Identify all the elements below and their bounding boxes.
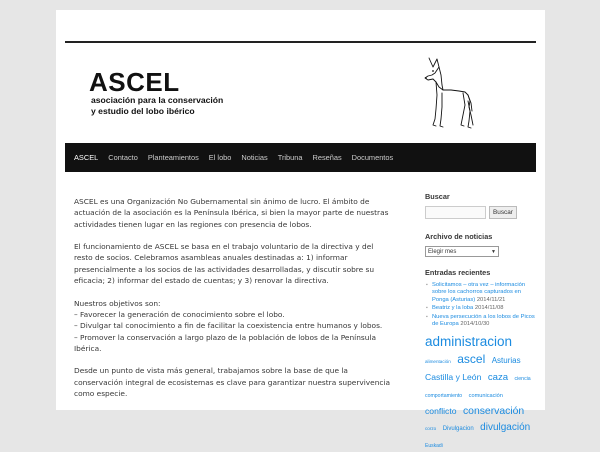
list-item xyxy=(425,282,535,304)
tag-link[interactable]: comportamiento xyxy=(425,392,463,399)
archive-widget-title: Archivo de noticias xyxy=(425,232,493,241)
recent-posts-list xyxy=(425,282,535,328)
nav-item-documentos[interactable]: Documentos xyxy=(351,153,394,162)
chevron-down-icon: ▼ xyxy=(491,248,496,255)
objectives-block xyxy=(74,298,392,354)
nav-item-ascel[interactable]: ASCEL xyxy=(74,153,99,162)
recent-post-date: 2014/10/30 xyxy=(460,321,490,328)
tag-link[interactable]: conservación xyxy=(462,405,525,417)
nav-item-tribuna[interactable]: Tribuna xyxy=(277,153,303,162)
archive-select[interactable] xyxy=(425,246,499,257)
site-description-line: asociación para la conservación xyxy=(91,95,224,105)
recent-post-link[interactable]: Nueva persecución a los lobos de Picos de Europa xyxy=(432,313,535,328)
site-description-line: y estudio del lobo ibérico xyxy=(91,106,195,116)
search-widget-title: Buscar xyxy=(425,192,450,201)
recent-post-date: 2014/11/21 xyxy=(476,296,506,303)
search-input[interactable] xyxy=(425,206,486,219)
tag-link[interactable]: Asturias xyxy=(491,356,521,366)
operation-paragraph: El funcionamiento de ASCEL se basa en el trabajo voluntario de la directiva y del resto de socios. Celebramos asambleas anuales destinadas a: 1) informar presencialmente a los socios de las actividades desarrolladas, y discutir sobre su eficacia; 2) informar del estado de cuentas; y 3) renovar la directiva. xyxy=(74,242,375,286)
tag-cloud xyxy=(425,334,535,452)
objective-item: – Promover la conservación a largo plazo de la población de lobos de la Península Ibérica. xyxy=(74,332,377,353)
tag-link[interactable]: Divulgacion xyxy=(442,426,474,433)
tag-link[interactable]: corzo xyxy=(425,426,437,432)
search-form xyxy=(425,206,535,219)
tag-link[interactable]: conflicto xyxy=(425,405,457,416)
tag-link[interactable]: administracion xyxy=(425,334,513,350)
nav-item-planteamientos[interactable]: Planteamientos xyxy=(147,153,199,162)
objective-item: – Divulgar tal conocimiento a fin de facilitar la coexistencia entre humanos y lobos. xyxy=(74,321,383,331)
objectives-title: Nuestros objetivos son: xyxy=(74,298,161,308)
recent-posts-title: Entradas recientes xyxy=(425,268,491,277)
search-button[interactable]: Buscar xyxy=(489,206,517,219)
wolf-logo-icon xyxy=(421,55,477,131)
tag-link[interactable]: comunicación xyxy=(468,392,503,399)
tag-link[interactable]: divulgación xyxy=(480,422,531,434)
tag-link[interactable]: ciencia xyxy=(514,376,531,383)
tag-link[interactable]: Euskadi xyxy=(425,443,443,450)
nav-item-el-lobo[interactable]: El lobo xyxy=(208,153,232,162)
tag-link[interactable]: caza xyxy=(487,372,509,384)
objective-item: – Favorecer la generación de conocimiento sobre el lobo. xyxy=(74,309,285,319)
list-item xyxy=(425,305,535,312)
tag-link[interactable]: alimentación xyxy=(425,359,451,365)
archive-select-value: Elegir mes xyxy=(428,248,457,255)
nav-item-contacto[interactable]: Contacto xyxy=(108,153,138,162)
tag-link[interactable]: ascel xyxy=(457,352,486,367)
recent-post-link[interactable]: Beatriz y la loba xyxy=(432,305,474,312)
main-nav xyxy=(65,143,536,172)
site-description xyxy=(91,95,223,117)
tag-link[interactable]: Castilla y León xyxy=(425,372,482,383)
main-content xyxy=(74,196,392,411)
header-rule xyxy=(65,41,536,43)
general-paragraph: Desde un punto de vista más general, trabajamos sobre la base de que la conservación integral de ecosistemas es clave para garantizar nuestra supervivencia como especie. xyxy=(74,366,391,399)
page xyxy=(56,10,545,450)
recent-post-link[interactable]: Solicitamos – otra vez – información sobre los cachorros capturados en Ponga (Asturias) xyxy=(432,282,526,303)
recent-post-date: 2014/11/08 xyxy=(474,305,504,312)
list-item xyxy=(425,314,535,329)
sidebar xyxy=(425,192,535,452)
nav-item-resenas[interactable]: Reseñas xyxy=(312,153,342,162)
site-title[interactable]: ASCEL xyxy=(89,67,180,97)
intro-paragraph: ASCEL es una Organización No Gubernamental sin ánimo de lucro. El ámbito de actuación de la asociación es la Península Ibérica, si bien la mayor parte de nuestras actividades tienen lugar en las regiones con presencia de lobos. xyxy=(74,197,389,229)
nav-item-noticias[interactable]: Noticias xyxy=(241,153,268,162)
